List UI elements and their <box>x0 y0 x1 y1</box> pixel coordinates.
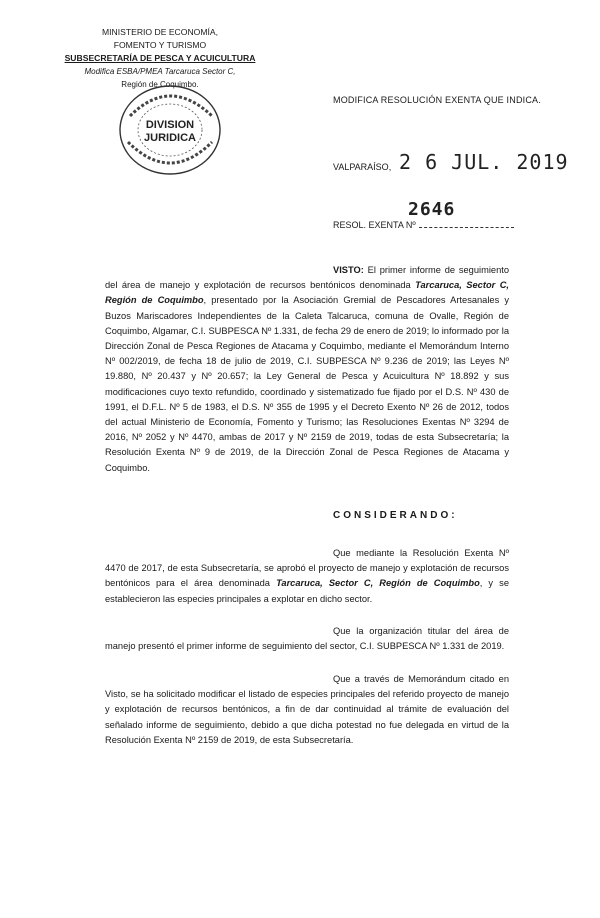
considerando-paragraph-1 <box>105 546 509 607</box>
ministry-name: MINISTERIO DE ECONOMÍA, <box>101 27 219 37</box>
seal-text-line2: JURIDICA <box>144 132 196 144</box>
ministry-name-cont: FOMENTO Y TURISMO <box>113 40 207 50</box>
resolution-number-blank <box>419 227 514 228</box>
subsecretariat-name: SUBSECRETARÍA DE PESCA Y ACUICULTURA <box>64 53 256 63</box>
date-stamp: 2 6 JUL. 2019 <box>399 150 569 174</box>
reference-region: Región de Coquimbo. <box>121 80 199 89</box>
resolution-label: RESOL. EXENTA Nº <box>333 220 416 230</box>
visto-text-a: El primer informe de seguimiento del área de manejo y explotación de recursos bentónicos denominada <box>105 265 509 291</box>
resolution-number: 2646 <box>408 199 456 220</box>
visto-paragraph <box>105 263 509 476</box>
considerando-1-area-name: Tarcaruca, Sector C, Región de Coquimbo <box>276 578 480 589</box>
considerando-paragraph-2 <box>105 624 509 654</box>
considerando-2-text: Que la organización titular del área de manejo presentó el primer informe de seguimiento del sector, C.I. SUBPESCA Nº 1.331 de 2019. <box>105 626 509 652</box>
document-subject: MODIFICA RESOLUCIÓN EXENTA QUE INDICA. <box>333 95 541 105</box>
resolution-label-line <box>333 220 514 230</box>
considerando-1-text-b: , y se establecieron las especies principales a explotar en dicho sector. <box>105 578 509 604</box>
considerando-heading: CONSIDERANDO: <box>333 510 458 521</box>
considerando-paragraph-3 <box>105 672 509 748</box>
seal-text-line1: DIVISION <box>145 119 195 131</box>
considerando-3-text: Que a través de Memorándum citado en Visto, se ha solicitado modificar el listado de especies principales del referido proyecto de manejo y explotación de recursos bentónicos, a fin de dar continuidad al trámite de evaluación del señalado informe de seguimiento, debido a que dicha potestad no fue delegada en virtud de la Resolución Exenta Nº 2159 de 2019, de esta Subsecretaría. <box>105 674 509 745</box>
division-juridica-seal <box>116 82 224 178</box>
visto-area-name: Tarcaruca, Sector C, Región de Coquimbo <box>105 280 509 306</box>
reference-line: Modifica ESBA/PMEA Tarcaruca Sector C, <box>84 67 236 76</box>
visto-label: VISTO: <box>333 265 364 275</box>
visto-text-b: , presentado por la Asociación Gremial de Pescadores Artesanales y Buzos Mariscadores Independientes de la Caleta Talcaruca, comuna de Ovalle, Región de Coquimbo, Algamar, C.I. SUBPESCA Nº 1.331, de fecha 29 de enero de 2019; lo informado por la Dirección Zonal de Pesca Regiones de Atacama y Coquimbo, mediante el Memorándum Interno Nº 002/2019, de fecha 18 de julio de 2019, C.I. SUBPESCA Nº 9.236 de 2019; las Leyes Nº 19.880, Nº 20.437 y Nº 20.657; la Ley General de Pesca y Acuicultura Nº 18.892 y sus modificaciones cuyo texto refundido, coordinado y sistematizado fue fijado por el D.S. Nº 430 de 1991, el D.F.L. Nº 5 de 1983, el D.S. Nº 355 de 1995 y el Decreto Exento Nº 26 de 2012, todos del actual Ministerio de Economía, Fomento y Turismo; las Resoluciones Exentas Nº 3294 de 2016, Nº 2052 y Nº 4470, ambas de 2017 y Nº 2159 de 2019, todas de esta Subsecretaría; la Resolución Exenta Nº 9 de 2019, de la Dirección Zonal de Pesca Regiones de Atacama y Coquimbo. <box>105 295 509 473</box>
considerando-1-text-a: Que mediante la Resolución Exenta Nº 4470 de 2017, de esta Subsecretaría, se aprobó el proyecto de manejo y explotación de recursos bentónicos para el área denominada <box>105 548 509 589</box>
place-label: VALPARAÍSO, <box>333 162 392 172</box>
